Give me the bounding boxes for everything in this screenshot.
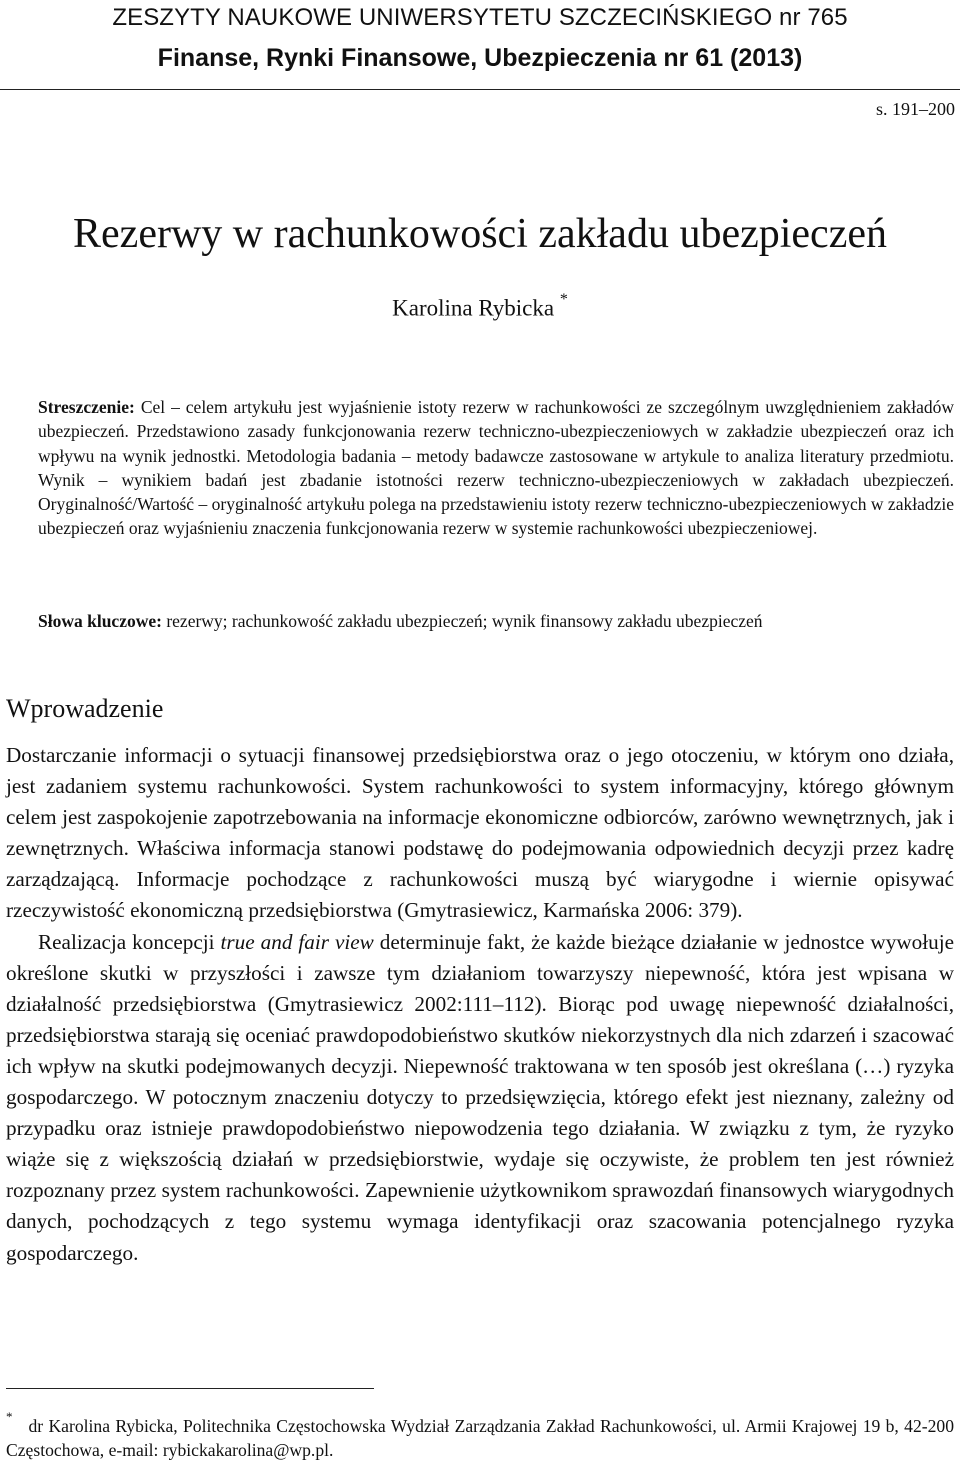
abstract xyxy=(38,395,954,541)
keywords xyxy=(38,609,954,633)
paragraph-2-start: Realizacja koncepcji xyxy=(38,929,221,954)
page-range: s. 191–200 xyxy=(875,99,955,119)
keywords-text: rezerwy; rachunkowość zakładu ubezpieczeń; wynik finansowy zakładu ubezpieczeń xyxy=(161,611,763,631)
footnote-text: dr Karolina Rybicka, Politechnika Częstochowska Wydział Zarządzania Zakład Rachunkowości, ul. Armii Krajowej 19 b, 42-200 Częstochowa, e-mail: rybickakarolina@wp.pl. xyxy=(6,1415,954,1460)
author-name: Karolina Rybicka xyxy=(392,295,555,321)
footnote-mark: * xyxy=(6,1409,13,1424)
section-heading: Wprowadzenie xyxy=(6,694,164,723)
author-line xyxy=(0,291,960,322)
abstract-text: Cel – celem artykułu jest wyjaśnienie istoty rezerw w rachunkowości ze szczególnym uwzględnieniem zakładów ubezpieczeń. Przedstawiono zasady funkcjonowania rezerw techniczno-ubezpieczeniowych w zakładzie ubezpieczeń oraz ich wpływu na wynik jednostki. Metodologia badania – metody badawcze zastosowane w artykule to analiza literatury przedmiotu. Wynik – wynikiem badań jest zbadanie istotności rezerw techniczno-ubezpieczeniowych w zakładach ubezpieczeń. Oryginalność/Wartość – oryginalność artykułu polega na przedstawieniu istoty rezerw techniczno-ubezpieczeniowych w zakładzie ubezpieczeń oraz wyjaśnieniu znaczenia funkcjonowania rezerw w systemie rachunkowości ubezpieczeniowej. xyxy=(38,397,954,539)
paragraph-2 xyxy=(6,927,954,1269)
article-title: Rezerwy w rachunkowości zakładu ubezpieczeń xyxy=(73,211,887,257)
header-rule xyxy=(0,89,960,90)
paragraph-2-rest: determinuje fakt, że każde bieżące działanie w jednostce wywołuje określone skutki w przyszłości i zawsze tym działaniom towarzyszy niepewność, która jest wpisana w działalność przedsiębiorstwa (Gmytrasiewicz 2002:111–112). Biorąc pod uwagę niepewność działalności, przedsiębiorstwa starają się oceniać prawdopodobieństwo skutków niekorzystnych dla nich zdarzeń i szacować ich wpływ na skutki podejmowanych decyzji. Niepewność traktowana w ten sposób jest określana (…) ryzyka gospodarczego. W potocznym znaczeniu dotyczy to przedsięwzięcia, którego efekt jest nieznany, zależny od przypadku oraz istnieje prawdopodobieństwo niepowodzenia tego działania. W związku z tym, że ryzyko wiąże się z większością działań w przedsiębiorstwie, wydaje się oczywiste, że problem ten jest również rozpoznany przez system rachunkowości. Zapewnienie użytkownikom sprawozdań finansowych wiarygodnych danych, pochodzących z tego systemu wymaga identyfikacji oraz szacowania potencjalnego ryzyka gospodarczego. xyxy=(6,929,954,1265)
paragraph-1: Dostarczanie informacji o sytuacji finansowej przedsiębiorstwa oraz o jego otoczeniu, w którym ono działa, jest zadaniem systemu rachunkowości. System rachunkowości to system informacyjny, którego głównym celem jest zaspokojenie zapotrzebowania na informacje ekonomiczne odbiorców, zarówno wewnętrznych, jak i zewnętrznych. Właściwa informacja stanowi podstawę do podejmowania odpowiednich decyzji przez kadrę zarządzającą. Informacje pochodzące z rachunkowości muszą być wiarygodne i wiernie opisywać rzeczywistość ekonomiczną przedsiębiorstwa (Gmytrasiewicz, Karmańska 2006: 379). xyxy=(6,743,954,923)
journal-series: Finanse, Rynki Finansowe, Ubezpieczenia nr 61 (2013) xyxy=(157,44,803,72)
journal-name: ZESZYTY NAUKOWE UNIWERSYTETU SZCZECIŃSKIEGO nr 765 xyxy=(112,4,848,31)
author-footnote-mark: * xyxy=(559,291,568,308)
footnote-rule xyxy=(6,1388,374,1389)
body-text xyxy=(6,740,954,1269)
abstract-label: Streszczenie: xyxy=(38,397,135,417)
footnote xyxy=(6,1409,954,1462)
paragraph-2-italic: true and fair view xyxy=(220,929,374,954)
keywords-label: Słowa kluczowe: xyxy=(38,611,162,631)
